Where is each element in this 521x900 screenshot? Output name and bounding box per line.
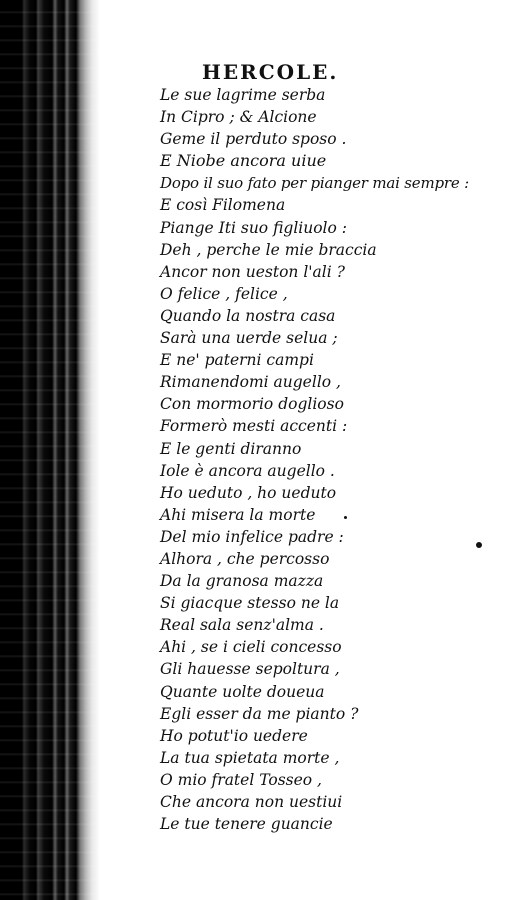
verse-line: Con mormorio doglioso	[160, 395, 344, 414]
gutter-shadow	[0, 0, 100, 900]
verse-line: Formerò mesti accenti :	[160, 417, 348, 436]
verse-line: Piange Iti suo figliuolo :	[160, 218, 347, 237]
verse-line: Si giacque stesso ne la	[160, 594, 340, 613]
verse-line: O mio fratel Tosseo ,	[160, 770, 322, 789]
verse-line: Rimanendomi augello ,	[160, 373, 341, 392]
verse-line: Quando la nostra casa	[160, 306, 336, 325]
verse-line: E ne' paterni campi	[160, 351, 314, 370]
verse-line: Quante uolte doueua	[160, 682, 325, 701]
verse-line: Ho potut'io uedere	[160, 726, 308, 745]
verse-line: Che ancora non uestiui	[160, 793, 343, 811]
verse-line: O felice , felice ,	[160, 284, 288, 303]
ink-speck	[476, 542, 482, 548]
ink-speck	[344, 516, 347, 519]
verse-line: Le tue tenere guancie	[160, 815, 333, 834]
verse-line: La tua spietata morte ,	[160, 748, 340, 767]
verse-line: Dopo il suo fato per pianger mai sempre :	[160, 174, 469, 193]
verse-line: Alhora , che percosso	[160, 549, 330, 568]
verse-line: E così Filomena	[160, 196, 286, 215]
verse-line: Geme il perduto sposo .	[160, 130, 347, 149]
verse-line: Iole è ancora augello .	[160, 461, 335, 480]
verse-line: Ho ueduto , ho ueduto	[160, 483, 337, 502]
verse-line: Le sue lagrime serba	[160, 86, 326, 104]
verse-line: Deh , perche le mie braccia	[160, 240, 377, 259]
verse-text	[160, 84, 510, 835]
verse-line: Del mio infelice padre :	[160, 527, 344, 546]
verse-line: Sarà una uerde selua ;	[160, 329, 338, 348]
verse-line: Ahi , se i cieli concesso	[160, 638, 342, 657]
verse-line: Egli esser da me pianto ?	[160, 704, 359, 723]
verse-line: Ahi misera la morte	[160, 505, 316, 524]
verse-line: E Niobe ancora uiue	[160, 151, 327, 171]
verse-line: Ancor non ueston l'ali ?	[160, 262, 345, 281]
verse-line: Da la granosa mazza	[160, 572, 324, 591]
verse-line: E le genti diranno	[160, 439, 302, 458]
verse-line: Gli hauesse sepoltura ,	[160, 660, 340, 679]
verse-line: In Cipro ; & Alcione	[160, 108, 317, 127]
running-title: HERCOLE.	[202, 60, 339, 84]
verse-line: Real sala senz'alma .	[160, 616, 324, 635]
